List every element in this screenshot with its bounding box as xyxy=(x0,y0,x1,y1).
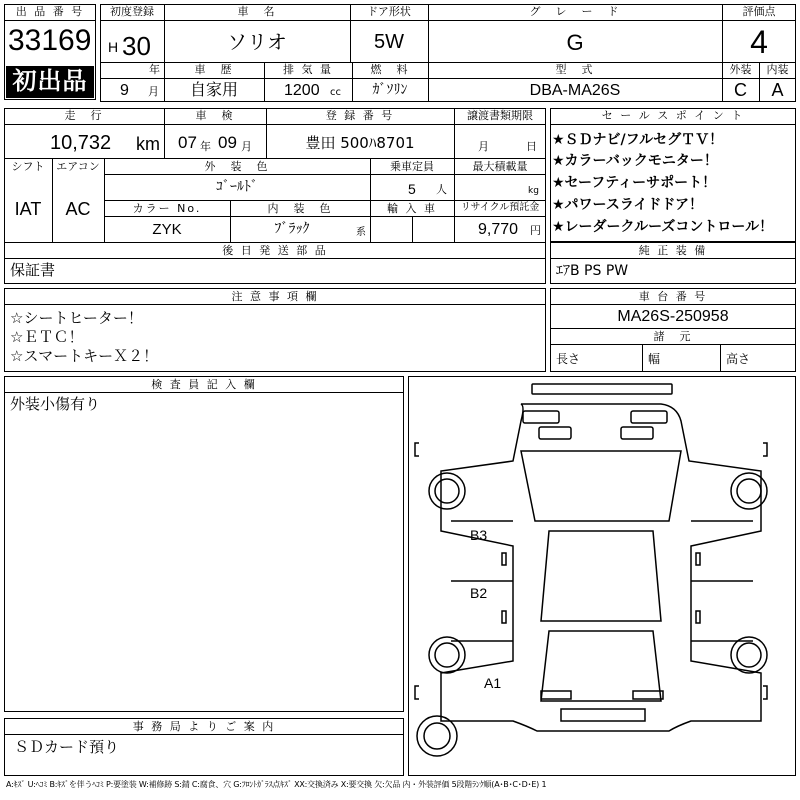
equipment: ｴｱB PS PW xyxy=(556,263,629,279)
chassis-number: MA26S-250958 xyxy=(617,308,729,325)
transfer-month: 月 xyxy=(478,140,489,153)
int-color-suffix: 系 xyxy=(356,227,366,238)
fuel: ｶﾞｿﾘﾝ xyxy=(372,82,408,98)
damage-mark-a1: A1 xyxy=(484,675,502,691)
displacement-unit: cc xyxy=(330,87,341,98)
height-label: 高さ xyxy=(726,352,751,366)
ext-color: ｺﾞｰﾙﾄﾞ xyxy=(216,179,258,195)
displacement-label: 排 気 量 xyxy=(283,63,333,76)
lot-number: 33169 xyxy=(8,24,92,57)
note-line-2: ☆ＥＴＣ！ xyxy=(10,328,84,346)
model-label: 型 式 xyxy=(555,63,595,76)
displacement: 1200 xyxy=(284,82,320,99)
damage-mark-b2: B2 xyxy=(470,585,488,601)
car-name: ソリオ xyxy=(227,30,287,54)
max-load-unit: kg xyxy=(528,186,539,196)
notes-label: 注 意 事 項 欄 xyxy=(231,290,319,303)
lot-number-label: 出 品 番 号 xyxy=(15,5,85,18)
mileage-label: 走 行 xyxy=(64,109,104,122)
note-line-1: ☆シートヒーター！ xyxy=(10,309,143,327)
first-reg-month: 9 xyxy=(120,82,129,99)
car-name-label: 車 名 xyxy=(237,5,277,18)
door-type: 5W xyxy=(374,31,404,53)
inspection-month-unit: 月 xyxy=(241,140,252,153)
capacity-label: 乗車定員 xyxy=(390,160,434,173)
exterior-grade: C xyxy=(734,80,747,100)
max-load-label: 最大積載量 xyxy=(472,160,528,173)
legend: A:ｷｽﾞ U:ﾍｺﾐ B:ｷｽﾞを伴うﾍｺﾐ P:要塗装 W:補修跡 S:錆 C:腐食、穴 G:ﾌﾛﾝﾄｶﾞﾗｽ点ｷｽﾞ XX:交換済み X:要交換 欠:欠品 内・外装評価 5段階ﾗﾝｸ順(A･B･C･D･E) 1 xyxy=(6,780,547,789)
sales-label: セ ー ル ス ポ イ ン ト xyxy=(601,109,745,122)
inspection-year: 07 xyxy=(178,133,197,152)
ac-label: エアコン xyxy=(56,160,100,173)
inspection-label: 車 検 xyxy=(195,109,235,122)
color-no-label: カラー No. xyxy=(132,202,202,215)
transfer-label: 譲渡書類期限 xyxy=(467,109,533,122)
inspector-note: 外装小傷有り xyxy=(10,395,101,413)
capacity-unit: 人 xyxy=(436,183,447,196)
length-label: 長さ xyxy=(556,352,581,366)
model-code: DBA-MA26S xyxy=(529,82,621,99)
int-color-label: 内 装 色 xyxy=(267,202,333,215)
first-reg-year: 30 xyxy=(122,31,151,61)
capacity: 5 xyxy=(408,181,416,197)
recycle-label: リサイクル預託金 xyxy=(460,202,540,213)
shift-label: シフト xyxy=(11,160,45,173)
ac: AC xyxy=(65,199,91,219)
era: H xyxy=(108,39,119,55)
shift: IAT xyxy=(14,199,42,219)
month-unit: 月 xyxy=(148,85,159,98)
mileage-unit: km xyxy=(136,134,160,154)
interior-label: 内装 xyxy=(766,63,789,76)
grade-label: グ レ ー ド xyxy=(529,5,621,18)
year-unit: 年 xyxy=(149,63,160,76)
score: 4 xyxy=(750,24,768,60)
sales-point-1: ★ＳＤナビ/フルセグＴＶ！ xyxy=(552,132,724,148)
inspector-box xyxy=(4,376,404,712)
reg-label: 登 録 番 号 xyxy=(325,109,395,122)
chassis-label: 車 台 番 号 xyxy=(638,290,708,303)
note-line-3: ☆スマートキーＸ２！ xyxy=(10,347,159,365)
grade: G xyxy=(566,30,584,55)
registration-number: 豊田 500ﾊ8701 xyxy=(305,134,415,152)
sales-point-4: ★パワースライドドア！ xyxy=(552,197,704,213)
mileage: 10,732 xyxy=(50,132,112,154)
int-color: ﾌﾞﾗｯｸ xyxy=(274,221,310,237)
sales-point-2: ★カラーバックモニター！ xyxy=(552,153,718,169)
inspection-month: 09 xyxy=(218,133,237,152)
equipment-label: 純 正 装 備 xyxy=(638,244,708,257)
sales-point-5: ★レーダークルーズコントロール！ xyxy=(552,219,774,235)
sales-point-3: ★セーフティーサポート！ xyxy=(552,175,717,191)
recycle-fee: 9,770 xyxy=(478,221,519,238)
damage-mark-b3: B3 xyxy=(470,527,488,543)
history: 自家用 xyxy=(189,80,238,99)
inspection-year-unit: 年 xyxy=(200,140,211,153)
history-label: 車 歴 xyxy=(194,63,234,76)
office-note: ＳＤカード預り xyxy=(14,738,120,756)
first-reg-label: 初度登録 xyxy=(110,5,154,18)
score-label: 評価点 xyxy=(742,5,776,18)
fuel-label: 燃 料 xyxy=(370,63,410,76)
later-parts: 保証書 xyxy=(10,261,56,279)
recycle-unit: 円 xyxy=(530,224,541,237)
spec-label: 諸 元 xyxy=(653,330,693,343)
transfer-day: 日 xyxy=(526,140,537,153)
exterior-label: 外装 xyxy=(729,63,752,76)
first-listing-badge: 初出品 xyxy=(6,66,94,98)
color-no: ZYK xyxy=(152,221,182,238)
ext-color-label: 外 装 色 xyxy=(204,160,270,173)
width-label: 幅 xyxy=(648,352,661,366)
later-parts-label: 後 日 発 送 部 品 xyxy=(222,244,328,257)
interior-grade: A xyxy=(771,80,784,100)
import-label: 輸 入 車 xyxy=(387,202,437,215)
door-label: ドア形状 xyxy=(367,5,411,18)
inspector-label: 検 査 員 記 入 欄 xyxy=(151,378,257,391)
car-diagram xyxy=(408,376,796,776)
office-label: 事 務 局 よ り ご 案 内 xyxy=(132,720,276,733)
